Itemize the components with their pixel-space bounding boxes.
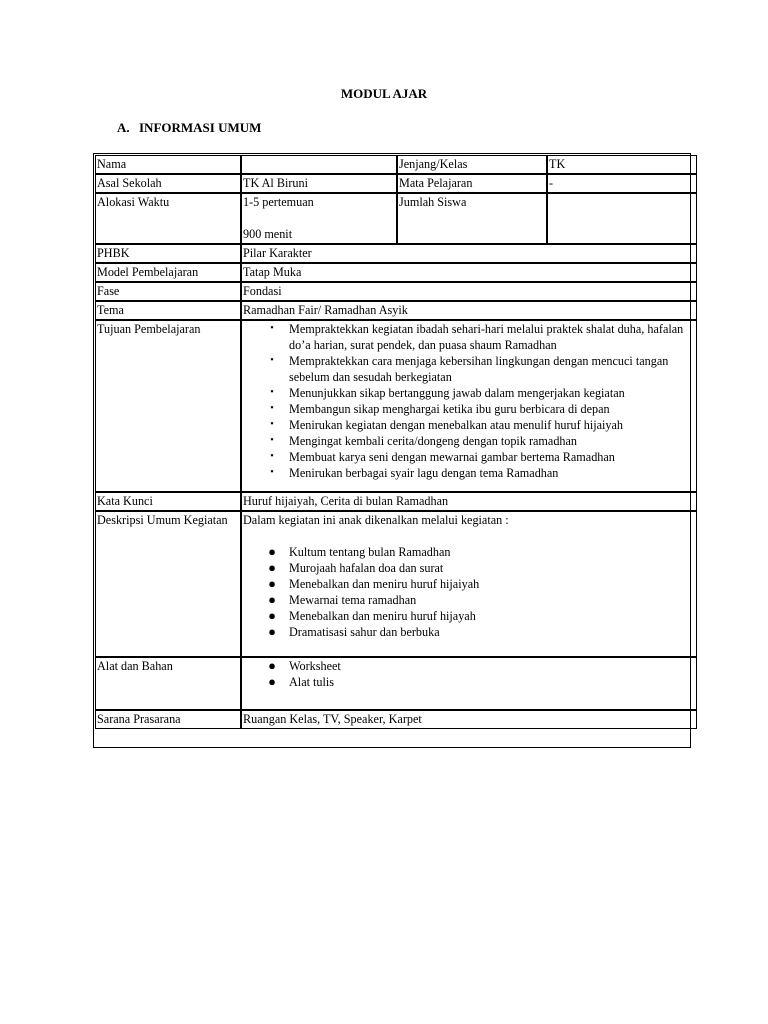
value-sarana-prasarana: Ruangan Kelas, TV, Speaker, Karpet	[241, 710, 697, 729]
bullet-icon: ●	[268, 608, 276, 623]
alat-list	[243, 658, 695, 690]
value-nama	[241, 155, 397, 174]
list-item: ● Kultum tentang bulan Ramadhan	[243, 544, 695, 560]
bullet-icon: •	[270, 387, 274, 398]
list-item: ● Alat tulis	[243, 674, 695, 690]
list-item: ● Dramatisasi sahur dan berbuka	[243, 624, 695, 640]
label-nama: Nama	[95, 155, 241, 174]
table-row-alat	[95, 657, 697, 710]
list-item: ● Menebalkan dan meniru huruf hijaiyah	[243, 576, 695, 592]
value-model-pembelajaran: Tatap Muka	[241, 263, 697, 282]
section-heading	[117, 120, 261, 136]
table-row-deskripsi	[95, 511, 697, 657]
list-item: ● Mewarnai tema ramadhan	[243, 592, 695, 608]
value-alat-bahan	[241, 657, 697, 710]
bullet-icon: ●	[268, 658, 276, 673]
list-item: • Membangun sikap menghargai ketika ibu guru berbicara di depan	[243, 401, 695, 417]
value-tema: Ramadhan Fair/ Ramadhan Asyik	[241, 301, 697, 320]
label-asal-sekolah: Asal Sekolah	[95, 174, 241, 193]
value-kata-kunci: Huruf hijaiyah, Cerita di bulan Ramadhan	[241, 492, 697, 511]
bullet-icon: •	[270, 323, 274, 334]
table-row-nama	[95, 155, 697, 174]
list-item: ● Menebalkan dan meniru huruf hijayah	[243, 608, 695, 624]
bullet-icon: ●	[268, 674, 276, 689]
section-title: INFORMASI UMUM	[139, 120, 262, 135]
value-deskripsi-kegiatan	[241, 511, 697, 657]
value-alokasi-waktu	[241, 193, 397, 244]
value-fase: Fondasi	[241, 282, 697, 301]
value-tujuan-pembelajaran	[241, 320, 697, 492]
info-table-frame	[93, 153, 691, 748]
list-item: • Menirukan berbagai syair lagu dengan tema Ramadhan	[243, 465, 695, 481]
label-sarana-prasarana: Sarana Prasarana	[95, 710, 241, 729]
bullet-icon: ●	[268, 576, 276, 591]
list-item: ● Worksheet	[243, 658, 695, 674]
table-row-phbk	[95, 244, 697, 263]
label-fase: Fase	[95, 282, 241, 301]
bullet-icon: •	[270, 419, 274, 430]
label-jenjang: Jenjang/Kelas	[397, 155, 547, 174]
label-tema: Tema	[95, 301, 241, 320]
label-kata-kunci: Kata Kunci	[95, 492, 241, 511]
bullet-icon: ●	[268, 624, 276, 639]
tujuan-list	[243, 321, 695, 481]
bullet-icon: •	[270, 355, 274, 366]
bullet-icon: •	[270, 435, 274, 446]
document-title: MODUL AJAR	[340, 86, 428, 101]
table-row-tema	[95, 301, 697, 320]
label-phbk: PHBK	[95, 244, 241, 263]
label-model-pembelajaran: Model Pembelajaran	[95, 263, 241, 282]
list-item: • Membuat karya seni dengan mewarnai gambar bertema Ramadhan	[243, 449, 695, 465]
deskripsi-intro: Dalam kegiatan ini anak dikenalkan melalui kegiatan :	[243, 513, 509, 527]
list-item: • Menunjukkan sikap bertanggung jawab dalam mengerjakan kegiatan	[243, 385, 695, 401]
bullet-icon: •	[270, 451, 274, 462]
bullet-icon: •	[270, 403, 274, 414]
label-mata-pelajaran: Mata Pelajaran	[397, 174, 547, 193]
info-table	[95, 155, 697, 729]
table-row-asal	[95, 174, 697, 193]
bullet-icon: ●	[268, 544, 276, 559]
list-item: • Mempraktekkan kegiatan ibadah sehari-hari melalui praktek shalat duha, hafalan do’a harian, surat pendek, dan puasa shaum Ramadhan	[243, 321, 695, 353]
table-row-sarana	[95, 710, 697, 729]
bullet-icon: ●	[268, 592, 276, 607]
list-item: • Mengingat kembali cerita/dongeng dengan topik ramadhan	[243, 433, 695, 449]
value-phbk: Pilar Karakter	[241, 244, 697, 263]
label-alokasi-waktu: Alokasi Waktu	[95, 193, 241, 244]
table-row-kata-kunci	[95, 492, 697, 511]
label-alat-bahan: Alat dan Bahan	[95, 657, 241, 710]
alokasi-pertemuan: 1-5 pertemuan	[243, 195, 314, 209]
table-row-alokasi	[95, 193, 697, 244]
list-item: • Mempraktekkan cara menjaga kebersihan lingkungan dengan mencuci tangan sebelum dan sesudah berkegiatan	[243, 353, 695, 385]
label-jumlah-siswa: Jumlah Siswa	[397, 193, 547, 244]
table-row-fase	[95, 282, 697, 301]
value-mata-pelajaran: -	[547, 174, 697, 193]
alokasi-menit: 900 menit	[243, 227, 293, 241]
value-jumlah-siswa	[547, 193, 697, 244]
value-jenjang: TK	[547, 155, 697, 174]
deskripsi-list	[243, 544, 695, 640]
table-row-tujuan	[95, 320, 697, 492]
bullet-icon: •	[270, 467, 274, 478]
bullet-icon: ●	[268, 560, 276, 575]
table-row-model	[95, 263, 697, 282]
label-deskripsi-kegiatan: Deskripsi Umum Kegiatan	[95, 511, 241, 657]
label-tujuan-pembelajaran: Tujuan Pembelajaran	[95, 320, 241, 492]
section-letter: A.	[117, 120, 130, 135]
list-item: ● Murojaah hafalan doa dan surat	[243, 560, 695, 576]
list-item: • Menirukan kegiatan dengan menebalkan atau menulif huruf hijaiyah	[243, 417, 695, 433]
value-asal-sekolah: TK Al Biruni	[241, 174, 397, 193]
